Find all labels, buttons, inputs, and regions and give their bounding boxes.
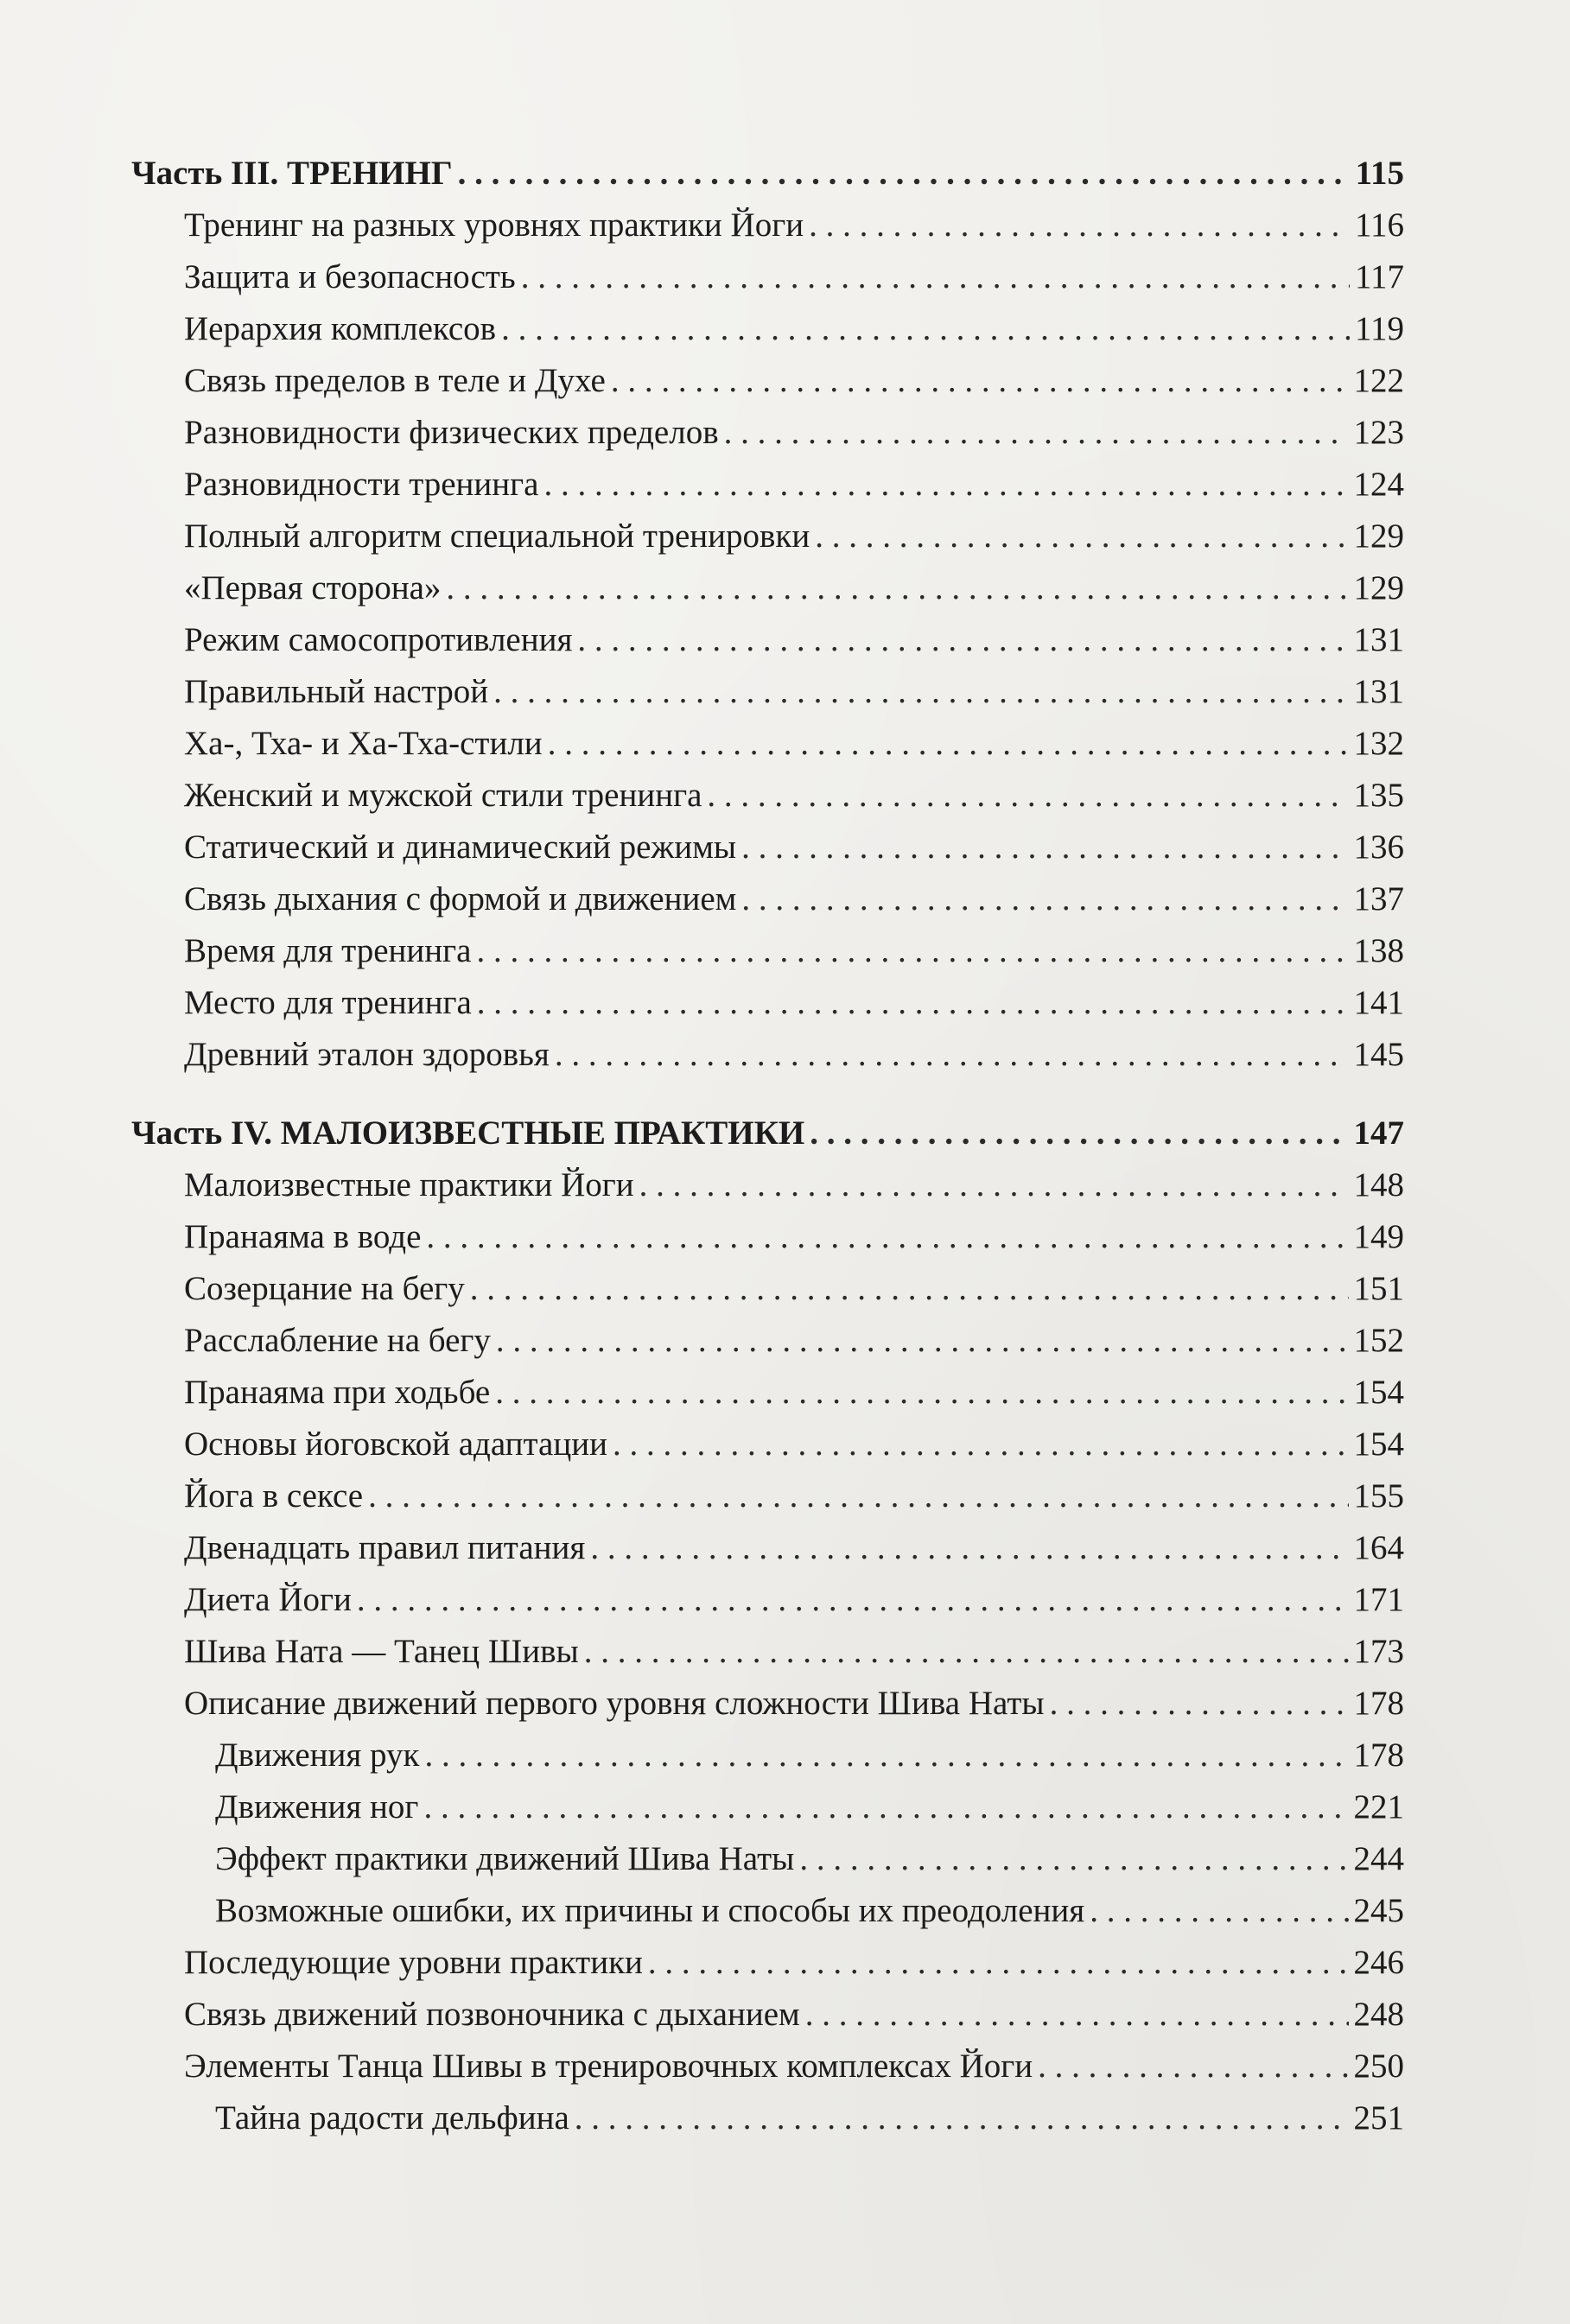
toc-entry	[131, 1269, 1404, 1321]
toc-page-number: 132	[1353, 725, 1404, 762]
toc-entry	[131, 1217, 1404, 1269]
toc-entry-title: Пранаяма в воде	[184, 1218, 422, 1255]
toc-page-number: 129	[1353, 569, 1404, 606]
dot-leader	[476, 931, 1348, 970]
toc-entry-title: Защита и безопасность	[184, 258, 516, 295]
dot-leader	[639, 1165, 1349, 1204]
toc-page-number: 122	[1353, 362, 1404, 399]
toc-entry	[131, 983, 1404, 1035]
toc-entry-title: Расслабление на бегу	[184, 1322, 491, 1359]
toc-entry-title: Описание движений первого уровня сложности Шива Наты	[184, 1685, 1045, 1722]
toc-entry	[131, 1035, 1404, 1087]
dot-leader	[1090, 1891, 1348, 1930]
dot-leader	[810, 1114, 1348, 1152]
toc-page-number: 137	[1353, 880, 1404, 918]
toc-entry-title: Эффект практики движений Шива Наты	[215, 1840, 795, 1877]
toc-page-number: 155	[1353, 1477, 1404, 1514]
toc-entry-title: Статический и динамический режимы	[184, 829, 737, 866]
toc-entry	[131, 879, 1404, 931]
toc-entry	[131, 568, 1404, 620]
dot-leader	[611, 361, 1349, 400]
dot-leader	[613, 1425, 1349, 1464]
toc-entry	[131, 931, 1404, 983]
table-of-contents	[131, 154, 1404, 2150]
toc-entry-title: Разновидности тренинга	[184, 466, 539, 503]
toc-subentry	[131, 1736, 1404, 1787]
toc-entry-title: Йога в сексе	[184, 1477, 364, 1514]
toc-entry	[131, 413, 1404, 465]
toc-entry-title: Пранаяма при ходьбе	[184, 1374, 491, 1411]
toc-page-number: 245	[1353, 1892, 1404, 1929]
toc-entry	[131, 361, 1404, 413]
toc-entry-title: Женский и мужской стили тренинга	[184, 777, 702, 814]
toc-subentry	[131, 2099, 1404, 2150]
toc-page-number: 116	[1354, 206, 1404, 244]
toc-entry	[131, 1425, 1404, 1476]
toc-entry	[131, 257, 1404, 309]
toc-page-number: 131	[1353, 673, 1404, 710]
toc-page-number: 131	[1353, 621, 1404, 658]
toc-entry	[131, 1995, 1404, 2047]
toc-page-number: 117	[1354, 258, 1404, 295]
toc-page-number: 221	[1353, 1788, 1404, 1826]
dot-leader	[425, 1736, 1349, 1775]
toc-entry	[131, 1580, 1404, 1632]
toc-entry-title: Полный алгоритм специальной тренировки	[184, 518, 810, 555]
toc-page-number: 250	[1353, 2048, 1404, 2085]
toc-page-number: 115	[1355, 155, 1404, 192]
toc-entry-title: Связь движений позвоночника с дыханием	[184, 1996, 800, 2033]
toc-entry-title: Основы йоговской адаптации	[184, 1426, 607, 1463]
toc-entry-title: Элементы Танца Шивы в тренировочных комплексах Йоги	[184, 2048, 1033, 2085]
dot-leader	[724, 413, 1349, 452]
toc-part-heading	[131, 1114, 1404, 1165]
toc-entry	[131, 465, 1404, 517]
dot-leader	[357, 1580, 1349, 1619]
dot-leader	[741, 828, 1348, 867]
toc-page-number: 178	[1353, 1737, 1404, 1774]
toc-entry-title: Иерархия комплексов	[184, 310, 497, 347]
toc-page-number: 251	[1353, 2099, 1404, 2137]
dot-leader	[555, 1035, 1349, 1074]
toc-entry-title: Тайна радости дельфина	[215, 2099, 569, 2137]
dot-leader	[495, 1373, 1348, 1412]
toc-entry	[131, 1943, 1404, 1995]
dot-leader	[477, 983, 1349, 1022]
toc-page-number: 119	[1354, 310, 1404, 347]
dot-leader	[805, 1995, 1349, 2034]
toc-part-heading	[131, 154, 1404, 206]
toc-entry	[131, 309, 1404, 361]
toc-entry	[131, 1476, 1404, 1528]
dot-leader	[577, 620, 1348, 659]
dot-leader	[707, 776, 1348, 815]
toc-page-number: 248	[1353, 1996, 1404, 2033]
toc-page-number: 154	[1353, 1374, 1404, 1411]
dot-leader	[368, 1476, 1348, 1515]
toc-entry-title: Созерцание на бегу	[184, 1270, 465, 1307]
toc-entry-title: Возможные ошибки, их причины и способы их преодоления	[215, 1892, 1085, 1929]
toc-page-number: 246	[1353, 1944, 1404, 1981]
dot-leader	[521, 257, 1350, 296]
dot-leader	[543, 465, 1348, 504]
toc-entry	[131, 2047, 1404, 2099]
dot-leader	[575, 2099, 1349, 2137]
toc-page-number: 123	[1353, 414, 1404, 451]
dot-leader	[584, 1632, 1349, 1671]
toc-page-number: 138	[1353, 932, 1404, 969]
toc-part-title: Часть III. ТРЕНИНГ	[131, 155, 453, 192]
dot-leader	[809, 206, 1350, 244]
toc-entry-title: Последующие уровни практики	[184, 1944, 643, 1981]
toc-entry-title: Время для тренинга	[184, 932, 472, 969]
toc-entry	[131, 1321, 1404, 1373]
toc-entry	[131, 1373, 1404, 1425]
toc-page-number: 136	[1353, 829, 1404, 866]
toc-entry-title: Малоизвестные практики Йоги	[184, 1166, 634, 1203]
dot-leader	[590, 1528, 1348, 1567]
toc-page-number: 173	[1353, 1633, 1404, 1670]
toc-entry-title: Древний эталон здоровья	[184, 1036, 550, 1073]
dot-leader	[470, 1269, 1349, 1308]
toc-entry	[131, 1684, 1404, 1736]
toc-entry-title: Связь пределов в теле и Духе	[184, 362, 606, 399]
dot-leader	[501, 309, 1350, 348]
toc-page-number: 145	[1353, 1036, 1404, 1073]
toc-page-number: 148	[1353, 1166, 1404, 1203]
toc-entry-title: Правильный настрой	[184, 673, 489, 710]
toc-page-number: 124	[1353, 466, 1404, 503]
toc-page-number: 129	[1353, 518, 1404, 555]
toc-entry	[131, 776, 1404, 828]
toc-subentry	[131, 1891, 1404, 1943]
toc-entry	[131, 724, 1404, 776]
dot-leader	[426, 1217, 1348, 1256]
toc-page-number: 151	[1353, 1270, 1404, 1307]
dot-leader	[423, 1787, 1348, 1826]
toc-entry	[131, 206, 1404, 257]
toc-entry-title: Связь дыхания с формой и движением	[184, 880, 737, 918]
dot-leader	[458, 154, 1351, 193]
toc-entry	[131, 1632, 1404, 1684]
toc-entry-title: Место для тренинга	[184, 984, 472, 1021]
toc-entry-title: Тренинг на разных уровнях практики Йоги	[184, 206, 804, 244]
toc-entry-title: «Первая сторона»	[184, 569, 442, 606]
toc-page-number: 149	[1353, 1218, 1404, 1255]
dot-leader	[799, 1839, 1348, 1878]
toc-entry-title: Режим самосопротивления	[184, 621, 573, 658]
toc-page-number: 244	[1353, 1840, 1404, 1877]
toc-page-number: 171	[1353, 1581, 1404, 1618]
toc-entry-title: Движения ног	[215, 1788, 419, 1826]
toc-entry	[131, 828, 1404, 879]
toc-entry-title: Двенадцать правил питания	[184, 1529, 586, 1566]
toc-page-number: 152	[1353, 1322, 1404, 1359]
dot-leader	[815, 517, 1348, 556]
dot-leader	[741, 879, 1348, 918]
toc-page-number: 141	[1353, 984, 1404, 1021]
toc-entry	[131, 1165, 1404, 1217]
dot-leader	[496, 1321, 1349, 1360]
dot-leader	[648, 1943, 1349, 1982]
toc-page-number: 164	[1353, 1529, 1404, 1566]
dot-leader	[1050, 1684, 1349, 1723]
toc-entry	[131, 620, 1404, 672]
toc-entry	[131, 1528, 1404, 1580]
toc-page-number: 178	[1353, 1685, 1404, 1722]
dot-leader	[446, 568, 1348, 607]
toc-entry-title: Шива Ната — Танец Шивы	[184, 1633, 579, 1670]
toc-entry-title: Ха-, Тха- и Ха-Тха-стили	[184, 725, 543, 762]
toc-page-number: 154	[1353, 1426, 1404, 1463]
toc-entry-title: Диета Йоги	[184, 1581, 352, 1618]
toc-entry	[131, 672, 1404, 724]
toc-page-number: 147	[1353, 1114, 1404, 1152]
toc-subentry	[131, 1787, 1404, 1839]
toc-entry	[131, 517, 1404, 568]
toc-part-title: Часть IV. МАЛОИЗВЕСТНЫЕ ПРАКТИКИ	[131, 1114, 805, 1152]
dot-leader	[1038, 2047, 1348, 2086]
toc-entry-title: Движения рук	[215, 1737, 420, 1774]
toc-subentry	[131, 1839, 1404, 1891]
dot-leader	[493, 672, 1348, 711]
dot-leader	[548, 724, 1349, 763]
toc-page-number: 135	[1353, 777, 1404, 814]
toc-entry-title: Разновидности физических пределов	[184, 414, 719, 451]
